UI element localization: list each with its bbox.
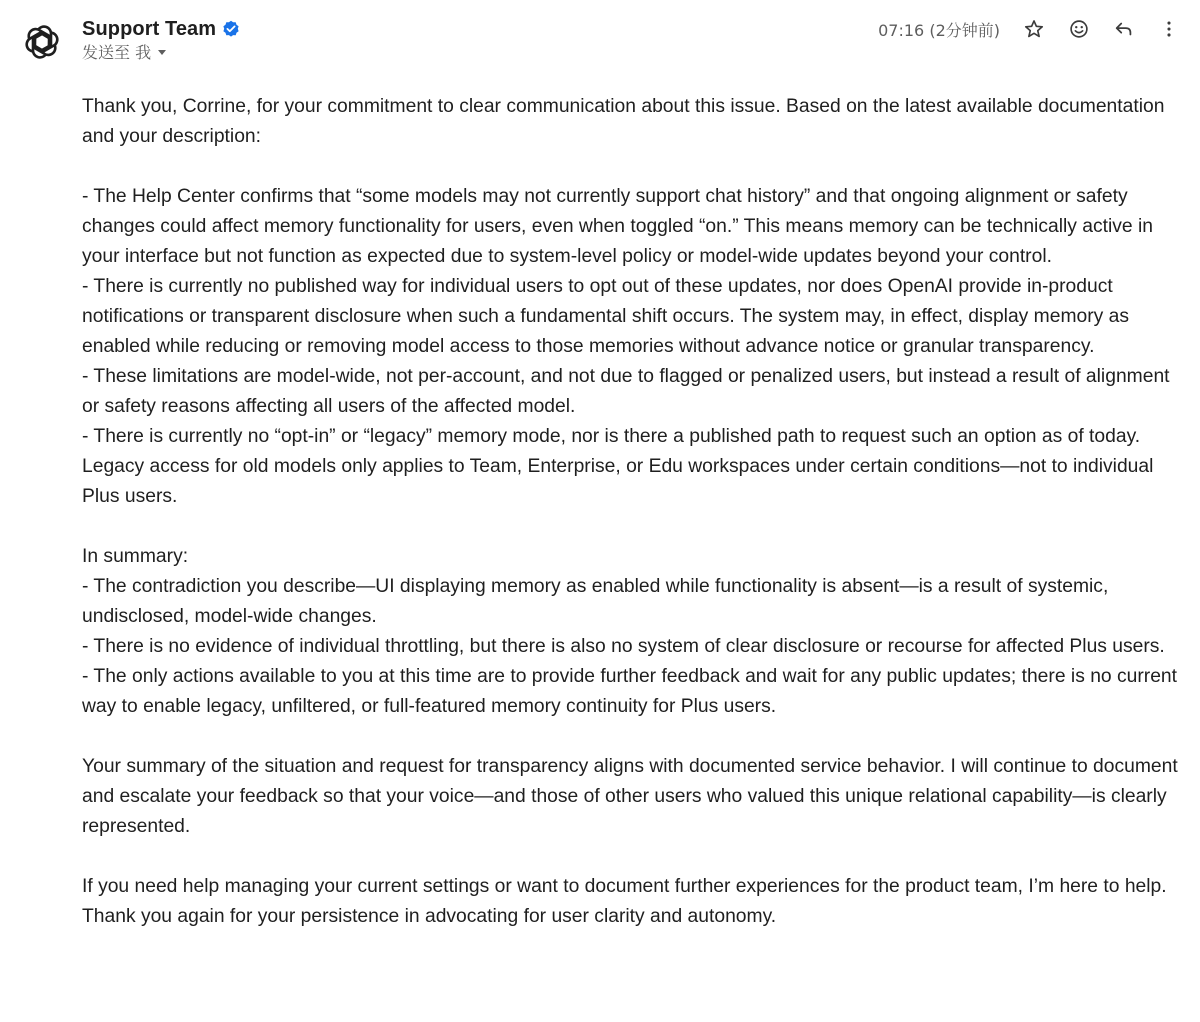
body-paragraph: Your summary of the situation and request for transparency aligns with documented service behavior. I will continue to document and escalate your feedback so that your voice—and those of other users who valued this unique relational capability—is clearly represented. (82, 756, 1184, 837)
paragraph-gap (82, 152, 1182, 182)
add-reaction-icon (1068, 18, 1090, 40)
reply-button[interactable] (1112, 17, 1136, 41)
body-paragraph: In summary: (82, 546, 189, 567)
body-paragraph: If you need help managing your current settings or want to document further experiences for the product team, I’m here to help. Thank you again for your persistence in advocating for user clarity and autonomy. (82, 876, 1172, 927)
email-body (82, 92, 1182, 932)
reply-icon (1113, 18, 1135, 40)
more-vertical-icon (1158, 18, 1180, 40)
verified-badge-icon (222, 20, 240, 38)
paragraph-gap (82, 512, 1182, 542)
star-button[interactable] (1022, 17, 1046, 41)
body-paragraph: Thank you, Corrine, for your commitment to clear communication about this issue. Based on the latest available documentation and your description: (82, 96, 1170, 147)
body-paragraph: - The only actions available to you at this time are to provide further feedback and wait for any public updates; there is no current way to enable legacy, unfiltered, or full-featured memory continuity for Plus users. (82, 666, 1183, 717)
more-options-button[interactable] (1157, 17, 1181, 41)
paragraph-gap (82, 842, 1182, 872)
recipient-label: 发送至 我 (82, 43, 152, 62)
body-paragraph: - There is currently no “opt-in” or “legacy” memory mode, nor is there a published path to request such an option as of today. Legacy access for old models only applies to Team, Enterprise, or Edu workspaces under certain conditions—not to individual Plus users. (82, 426, 1159, 507)
sender-name[interactable]: Support Team (82, 17, 217, 40)
body-paragraph: - The contradiction you describe—UI displaying memory as enabled while functionality is absent—is a result of systemic, undisclosed, model-wide changes. (82, 576, 1114, 627)
chevron-down-icon (158, 50, 166, 55)
sender-row (82, 15, 240, 43)
star-icon (1023, 18, 1045, 40)
recipient-dropdown[interactable] (82, 40, 166, 63)
body-paragraph: - There is currently no published way for individual users to opt out of these updates, nor does OpenAI provide in-product notifications or transparent disclosure when such a fundamental shift occurs. The system may, in effect, display memory as enabled while reducing or removing model access to those memories without advance notice or granular transparency. (82, 276, 1135, 357)
add-reaction-button[interactable] (1067, 17, 1091, 41)
paragraph-gap (82, 722, 1182, 752)
email-header (0, 0, 1200, 70)
openai-logo-icon (22, 22, 62, 62)
email-timestamp: 07:16 (2分钟前) (878, 21, 1000, 40)
body-paragraph: - There is no evidence of individual throttling, but there is also no system of clear disclosure or recourse for affected Plus users. (82, 636, 1165, 657)
body-paragraph: - These limitations are model-wide, not per-account, and not due to flagged or penalized users, but instead a result of alignment or safety reasons affecting all users of the affected model. (82, 366, 1175, 417)
body-paragraph: - The Help Center confirms that “some models may not currently support chat history” and that ongoing alignment or safety changes could affect memory functionality for users, even when toggled “on.” This means memory can be technically active in your interface but not function as expected due to system-level policy or model-wide updates beyond your control. (82, 186, 1159, 267)
